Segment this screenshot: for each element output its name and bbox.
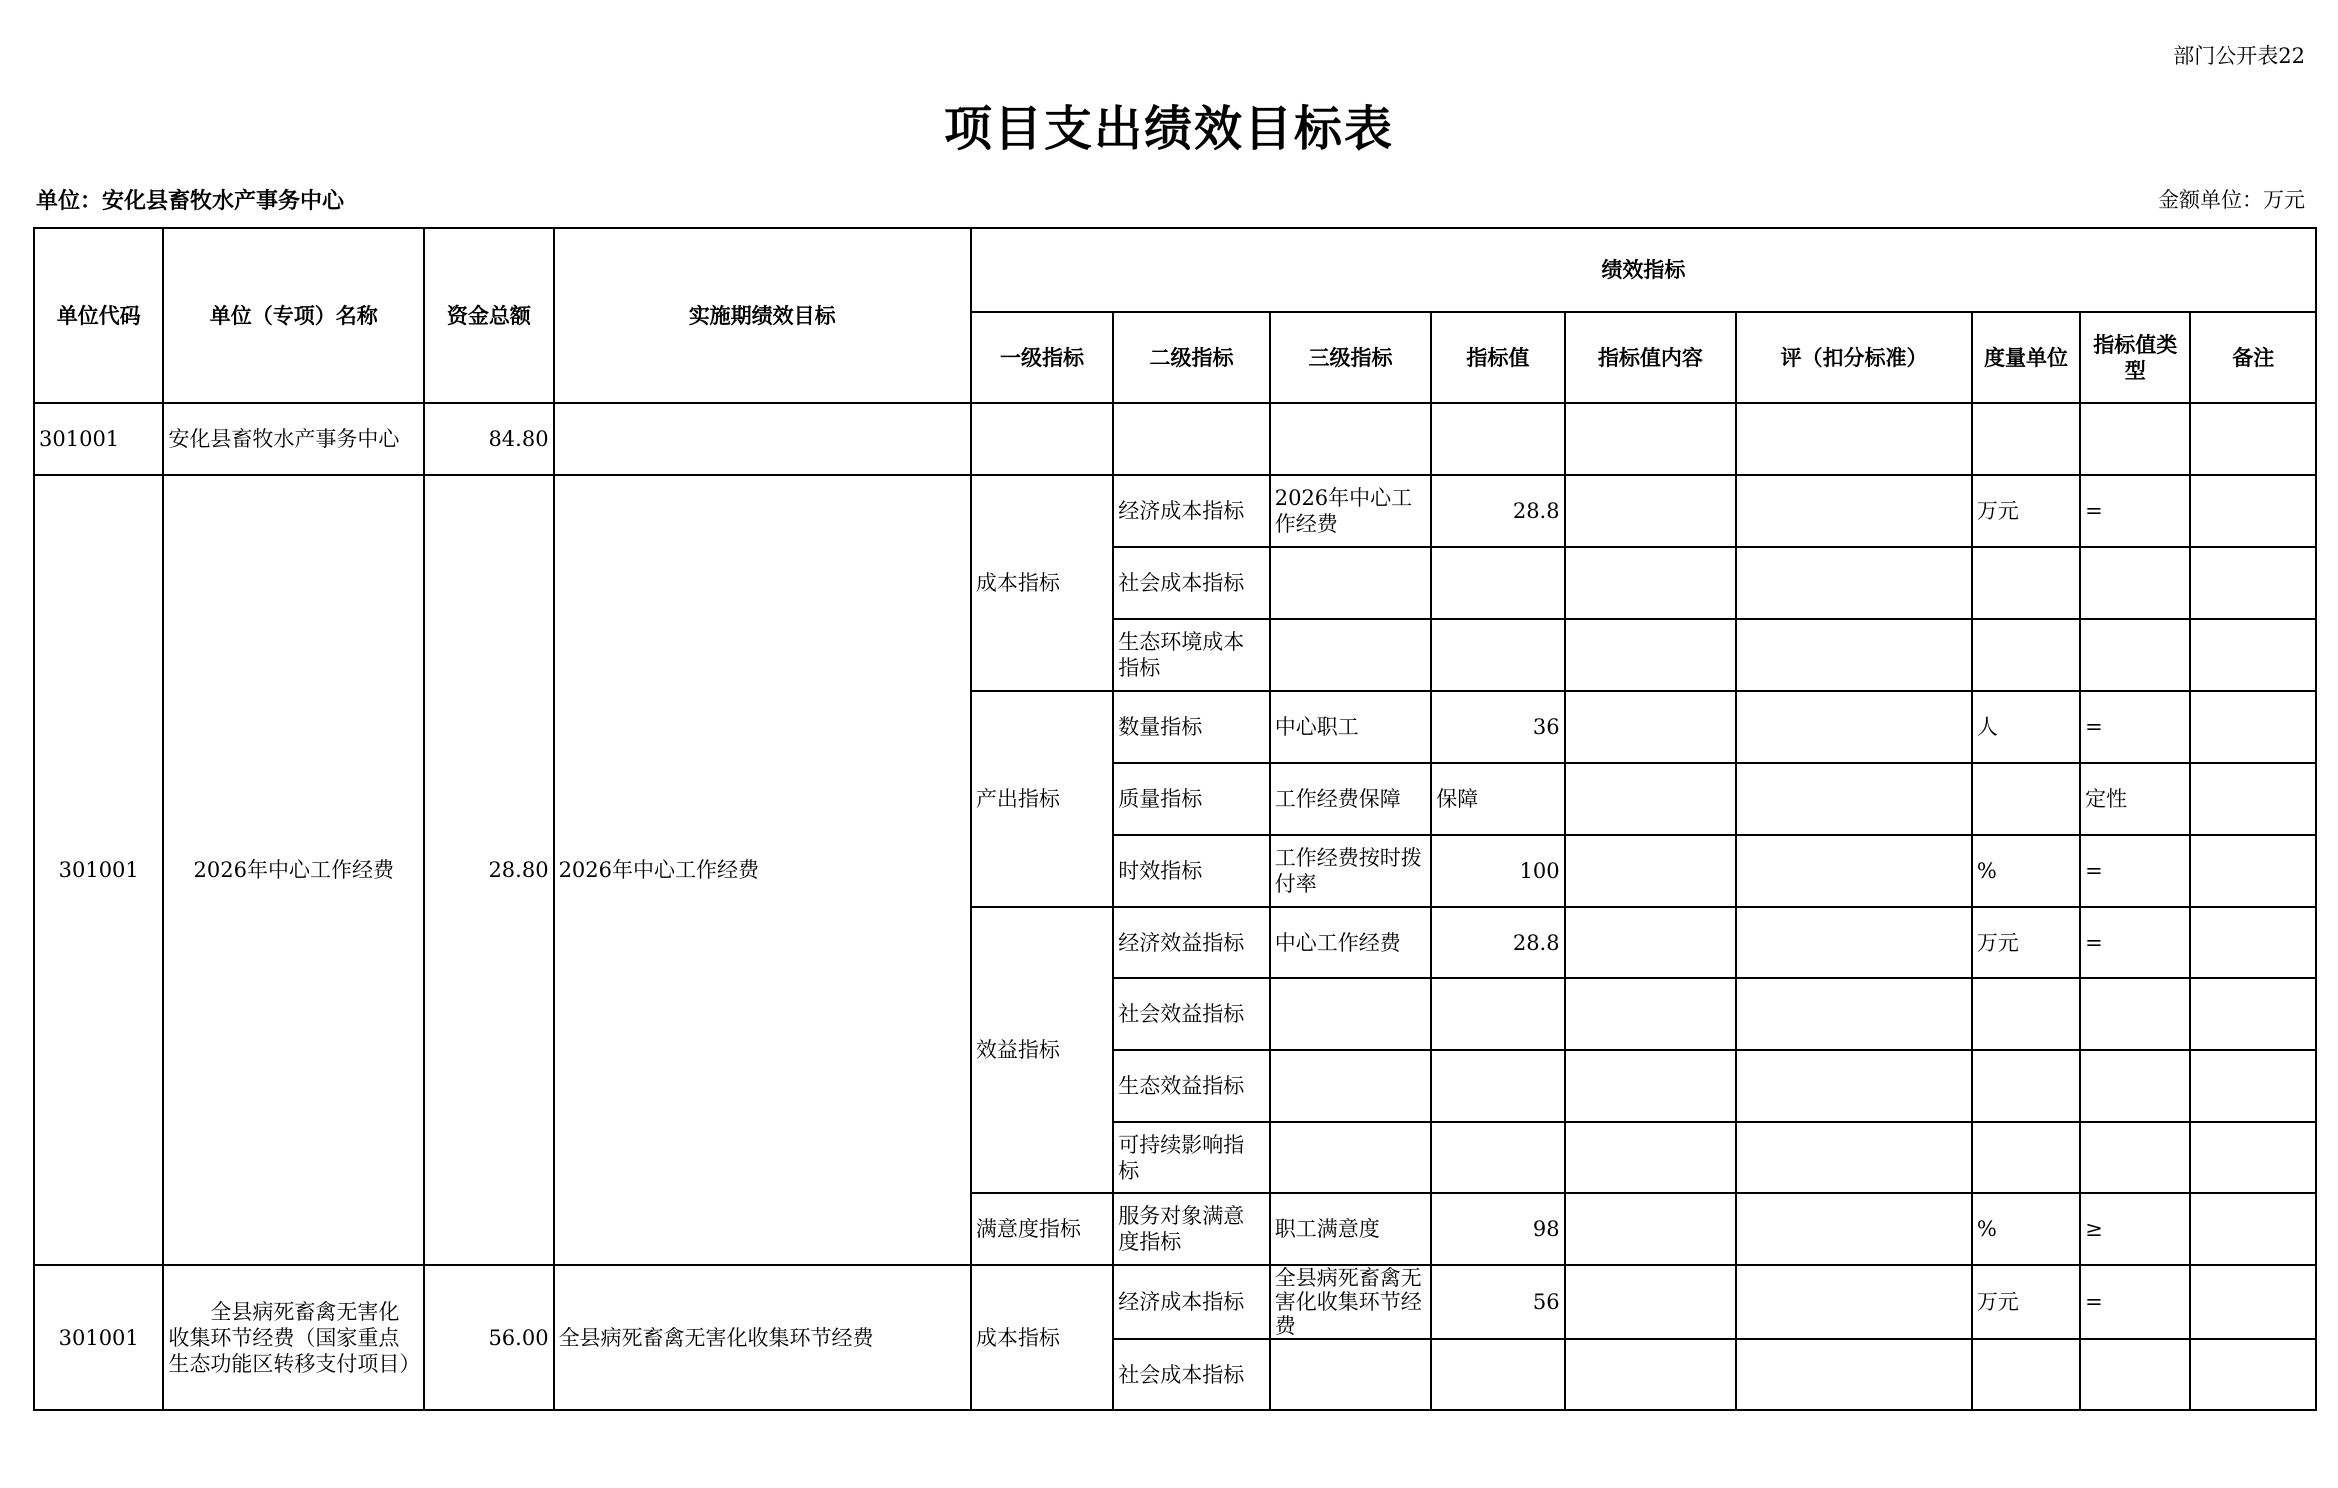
value-cell: 98	[1431, 1193, 1564, 1265]
value-type-cell	[2080, 1050, 2190, 1122]
level2-cell: 经济效益指标	[1113, 907, 1269, 978]
level3-cell: 全县病死畜禽无害化收集环节经费	[1270, 1265, 1431, 1339]
summary-code: 301001	[34, 403, 163, 475]
header-level1: 一级指标	[971, 312, 1113, 403]
level3-cell: 中心职工	[1270, 691, 1431, 763]
value-cell: 100	[1431, 835, 1564, 907]
project2-amount: 56.00	[424, 1265, 553, 1410]
value-content-cell	[1565, 763, 1737, 835]
value-cell	[1431, 547, 1564, 619]
level2-cell: 时效指标	[1113, 835, 1269, 907]
project2-goal: 全县病死畜禽无害化收集环节经费	[554, 1265, 971, 1410]
value-type-cell	[2080, 978, 2190, 1050]
level2-cell: 可持续影响指标	[1113, 1122, 1269, 1193]
header-value-content: 指标值内容	[1565, 312, 1737, 403]
value-cell	[1431, 1339, 1564, 1410]
value-content-cell	[1565, 619, 1737, 691]
amount-unit-label: 金额单位：万元	[2158, 188, 2305, 212]
project1-group-output: 产出指标	[971, 691, 1113, 907]
scoring-cell	[1736, 1265, 1972, 1339]
measure-unit-cell: 人	[1972, 691, 2080, 763]
project1-group-satisfaction: 满意度指标	[971, 1193, 1113, 1265]
level2-cell: 质量指标	[1113, 763, 1269, 835]
value-type-cell: ≥	[2080, 1193, 2190, 1265]
value-cell: 28.8	[1431, 907, 1564, 978]
value-type-cell: =	[2080, 907, 2190, 978]
level3-cell: 工作经费按时拨付率	[1270, 835, 1431, 907]
value-cell	[1431, 1050, 1564, 1122]
remark-cell	[2190, 475, 2316, 547]
value-cell: 56	[1431, 1265, 1564, 1339]
measure-unit-cell	[1972, 763, 2080, 835]
summary-name: 安化县畜牧水产事务中心	[163, 403, 424, 475]
scoring-cell	[1736, 978, 1972, 1050]
level3-cell	[1270, 1339, 1431, 1410]
summary-cell	[971, 403, 1113, 475]
value-type-cell	[2080, 1122, 2190, 1193]
measure-unit-cell	[1972, 1122, 2080, 1193]
level3-cell: 职工满意度	[1270, 1193, 1431, 1265]
value-cell	[1431, 619, 1564, 691]
header-remark: 备注	[2190, 312, 2316, 403]
value-type-cell: 定性	[2080, 763, 2190, 835]
project1-amount: 28.80	[424, 475, 553, 1265]
scoring-cell	[1736, 763, 1972, 835]
table-row	[34, 1265, 2316, 1339]
remark-cell	[2190, 1050, 2316, 1122]
value-content-cell	[1565, 1050, 1737, 1122]
value-type-cell: =	[2080, 835, 2190, 907]
scoring-cell	[1736, 1339, 1972, 1410]
value-type-cell: =	[2080, 691, 2190, 763]
header-row-1	[34, 228, 2316, 312]
header-value-type: 指标值类型	[2080, 312, 2190, 403]
value-cell: 28.8	[1431, 475, 1564, 547]
summary-cell	[1113, 403, 1269, 475]
value-type-cell: =	[2080, 1265, 2190, 1339]
header-total-funds: 资金总额	[424, 228, 553, 403]
remark-cell	[2190, 1265, 2316, 1339]
remark-cell	[2190, 1122, 2316, 1193]
remark-cell	[2190, 1339, 2316, 1410]
header-performance: 绩效指标	[971, 228, 2316, 312]
unit-label: 单位：安化县畜牧水产事务中心	[36, 189, 345, 214]
level2-cell: 经济成本指标	[1113, 1265, 1269, 1339]
summary-cell	[2190, 403, 2316, 475]
level2-cell: 社会成本指标	[1113, 547, 1269, 619]
project1-group-benefit: 效益指标	[971, 907, 1113, 1193]
header-level2: 二级指标	[1113, 312, 1269, 403]
value-content-cell	[1565, 1265, 1737, 1339]
project1-group-cost: 成本指标	[971, 475, 1113, 691]
value-type-cell: =	[2080, 475, 2190, 547]
level2-cell: 经济成本指标	[1113, 475, 1269, 547]
summary-cell	[1972, 403, 2080, 475]
summary-amount: 84.80	[424, 403, 553, 475]
value-content-cell	[1565, 835, 1737, 907]
project1-goal: 2026年中心工作经费	[554, 475, 971, 1265]
level3-cell	[1270, 1050, 1431, 1122]
remark-cell	[2190, 1193, 2316, 1265]
header-value: 指标值	[1431, 312, 1564, 403]
value-content-cell	[1565, 475, 1737, 547]
level2-cell: 服务对象满意度指标	[1113, 1193, 1269, 1265]
value-type-cell	[2080, 1339, 2190, 1410]
value-cell: 保障	[1431, 763, 1564, 835]
value-content-cell	[1565, 547, 1737, 619]
summary-goal	[554, 403, 971, 475]
remark-cell	[2190, 835, 2316, 907]
page-title: 项目支出绩效目标表	[943, 101, 1394, 157]
summary-cell	[1431, 403, 1564, 475]
level2-cell: 社会效益指标	[1113, 978, 1269, 1050]
scoring-cell	[1736, 619, 1972, 691]
project2-group-cost: 成本指标	[971, 1265, 1113, 1410]
summary-cell	[1736, 403, 1972, 475]
table-number-label: 部门公开表22	[2173, 44, 2305, 68]
header-level3: 三级指标	[1270, 312, 1431, 403]
summary-row	[34, 403, 2316, 475]
summary-cell	[1270, 403, 1431, 475]
scoring-cell	[1736, 835, 1972, 907]
level3-cell: 中心工作经费	[1270, 907, 1431, 978]
value-cell	[1431, 1122, 1564, 1193]
project2-name: 全县病死畜禽无害化收集环节经费（国家重点生态功能区转移支付项目）	[163, 1265, 424, 1410]
value-cell	[1431, 978, 1564, 1050]
value-content-cell	[1565, 978, 1737, 1050]
value-type-cell	[2080, 619, 2190, 691]
value-content-cell	[1565, 1339, 1737, 1410]
summary-cell	[2080, 403, 2190, 475]
measure-unit-cell: 万元	[1972, 1265, 2080, 1339]
measure-unit-cell: 万元	[1972, 475, 2080, 547]
measure-unit-cell	[1972, 1339, 2080, 1410]
scoring-cell	[1736, 1050, 1972, 1122]
header-goal: 实施期绩效目标	[554, 228, 971, 403]
measure-unit-cell: %	[1972, 1193, 2080, 1265]
value-content-cell	[1565, 691, 1737, 763]
scoring-cell	[1736, 691, 1972, 763]
scoring-cell	[1736, 547, 1972, 619]
table-row	[34, 475, 2316, 547]
measure-unit-cell	[1972, 1050, 2080, 1122]
scoring-cell	[1736, 1193, 1972, 1265]
remark-cell	[2190, 763, 2316, 835]
level2-cell: 社会成本指标	[1113, 1339, 1269, 1410]
scoring-cell	[1736, 475, 1972, 547]
level3-cell	[1270, 978, 1431, 1050]
measure-unit-cell: %	[1972, 835, 2080, 907]
value-content-cell	[1565, 1193, 1737, 1265]
summary-cell	[1565, 403, 1737, 475]
remark-cell	[2190, 547, 2316, 619]
measure-unit-cell: 万元	[1972, 907, 2080, 978]
remark-cell	[2190, 619, 2316, 691]
header-unit-code: 单位代码	[34, 228, 163, 403]
level3-cell	[1270, 1122, 1431, 1193]
performance-table	[33, 227, 2317, 1411]
level3-cell	[1270, 619, 1431, 691]
measure-unit-cell	[1972, 978, 2080, 1050]
scoring-cell	[1736, 1122, 1972, 1193]
project1-code: 301001	[34, 475, 163, 1265]
value-type-cell	[2080, 547, 2190, 619]
level3-cell	[1270, 547, 1431, 619]
measure-unit-cell	[1972, 619, 2080, 691]
header-measure-unit: 度量单位	[1972, 312, 2080, 403]
level2-cell: 数量指标	[1113, 691, 1269, 763]
remark-cell	[2190, 691, 2316, 763]
remark-cell	[2190, 978, 2316, 1050]
level3-cell: 2026年中心工作经费	[1270, 475, 1431, 547]
level3-cell: 工作经费保障	[1270, 763, 1431, 835]
project1-name: 2026年中心工作经费	[163, 475, 424, 1265]
level2-cell: 生态环境成本指标	[1113, 619, 1269, 691]
measure-unit-cell	[1972, 547, 2080, 619]
project2-code: 301001	[34, 1265, 163, 1410]
value-cell: 36	[1431, 691, 1564, 763]
scoring-cell	[1736, 907, 1972, 978]
value-content-cell	[1565, 907, 1737, 978]
remark-cell	[2190, 907, 2316, 978]
level2-cell: 生态效益指标	[1113, 1050, 1269, 1122]
value-content-cell	[1565, 1122, 1737, 1193]
header-unit-name: 单位（专项）名称	[163, 228, 424, 403]
header-scoring: 评（扣分标准）	[1736, 312, 1972, 403]
